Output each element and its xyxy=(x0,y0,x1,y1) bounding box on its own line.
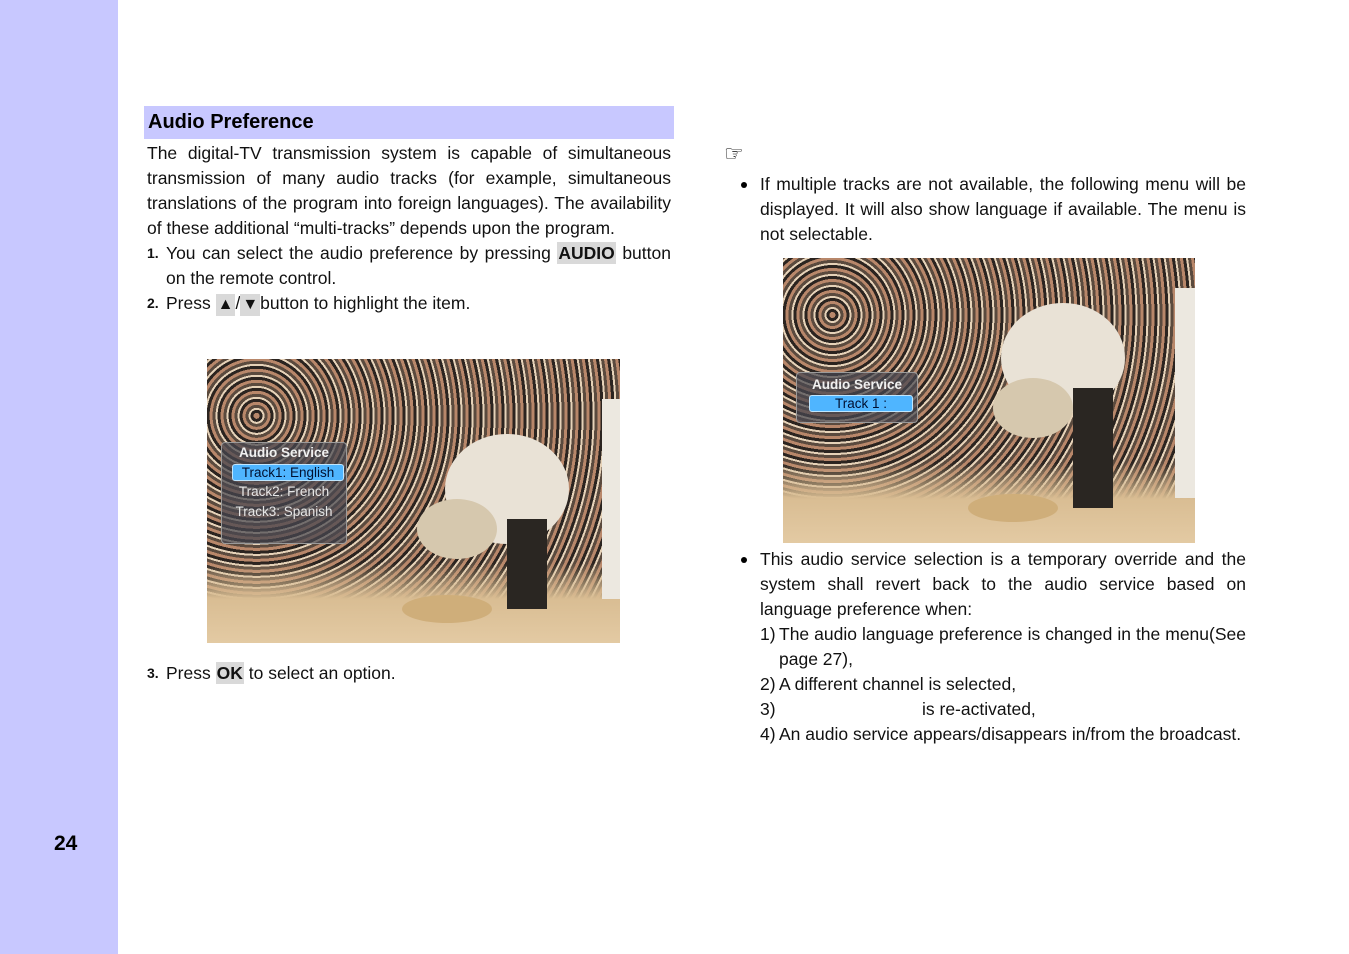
condition-1 xyxy=(740,622,1246,672)
audio-service-menu xyxy=(221,442,347,544)
condition-text: An audio service appears/disappears in/from the broadcast. xyxy=(779,724,1242,744)
condition-4 xyxy=(740,722,1246,747)
condition-text: The audio language preference is changed in the menu(See page 27), xyxy=(779,624,1246,669)
bullet-text: This audio service selection is a temporary override and the system shall revert back to the audio service based on language preference when: xyxy=(760,549,1246,619)
note-pointer-icon: ☞ xyxy=(724,141,744,166)
condition-3 xyxy=(740,697,1246,722)
step-text: You can select the audio preference by pressing xyxy=(166,243,551,263)
right-column-bottom xyxy=(740,547,1246,747)
ok-key: OK xyxy=(216,663,243,683)
menu-item-track2[interactable]: Track2: French xyxy=(238,484,330,499)
right-column-top xyxy=(740,172,1246,247)
menu-item-track1: Track 1 : xyxy=(809,395,913,412)
condition-number: 4) xyxy=(760,724,776,744)
audio-key: AUDIO xyxy=(558,243,615,263)
tv-screenshot-left xyxy=(207,359,620,643)
step-1 xyxy=(147,241,671,291)
step-number: 2. xyxy=(147,295,159,311)
step-number: 3. xyxy=(147,665,159,681)
step-3 xyxy=(147,661,671,686)
condition-number: 1) xyxy=(760,624,776,644)
step-number: 1. xyxy=(147,245,159,261)
step-text: button to highlight the item. xyxy=(260,293,471,313)
bullet-dot-icon xyxy=(741,557,747,563)
condition-text: is re-activated, xyxy=(922,699,1036,719)
bullet-item xyxy=(740,172,1246,247)
page-number: 24 xyxy=(54,832,78,855)
step-2 xyxy=(147,291,671,316)
condition-number: 3) xyxy=(760,699,776,719)
bullet-text: If multiple tracks are not available, the following menu will be displayed. It will also show language if available. The menu is not selectable. xyxy=(760,174,1246,244)
intro-paragraph: The digital-TV transmission system is capable of simultaneous transmission of many audio tracks (for example, simultaneous translations of the program into foreign languages). The availability of these additional “multi-tracks” depends upon the program. xyxy=(147,143,671,238)
up-arrow-icon: ▲ xyxy=(216,294,236,316)
bullet-item xyxy=(740,547,1246,622)
menu-item-track3[interactable]: Track3: Spanish xyxy=(235,504,333,519)
section-title: Audio Preference xyxy=(144,106,674,139)
menu-title: Audio Service xyxy=(811,377,903,392)
slash: / xyxy=(235,293,241,313)
tv-screenshot-right xyxy=(783,258,1195,543)
bullet-dot-icon xyxy=(741,182,747,188)
step-3-block xyxy=(147,661,671,686)
step-text: Press xyxy=(166,293,211,313)
sidebar-band xyxy=(0,0,118,954)
step-text: to select an option. xyxy=(248,663,396,683)
left-column xyxy=(147,141,671,316)
condition-2 xyxy=(740,672,1246,697)
menu-item-track1[interactable]: Track1: English xyxy=(232,464,344,481)
audio-service-menu-single xyxy=(796,372,918,423)
menu-title: Audio Service xyxy=(238,445,330,460)
down-arrow-icon: ▼ xyxy=(240,294,260,316)
step-text: Press xyxy=(166,663,211,683)
condition-text: A different channel is selected, xyxy=(779,674,1017,694)
step-text: button on the remote control. xyxy=(166,243,671,288)
condition-number: 2) xyxy=(760,674,776,694)
